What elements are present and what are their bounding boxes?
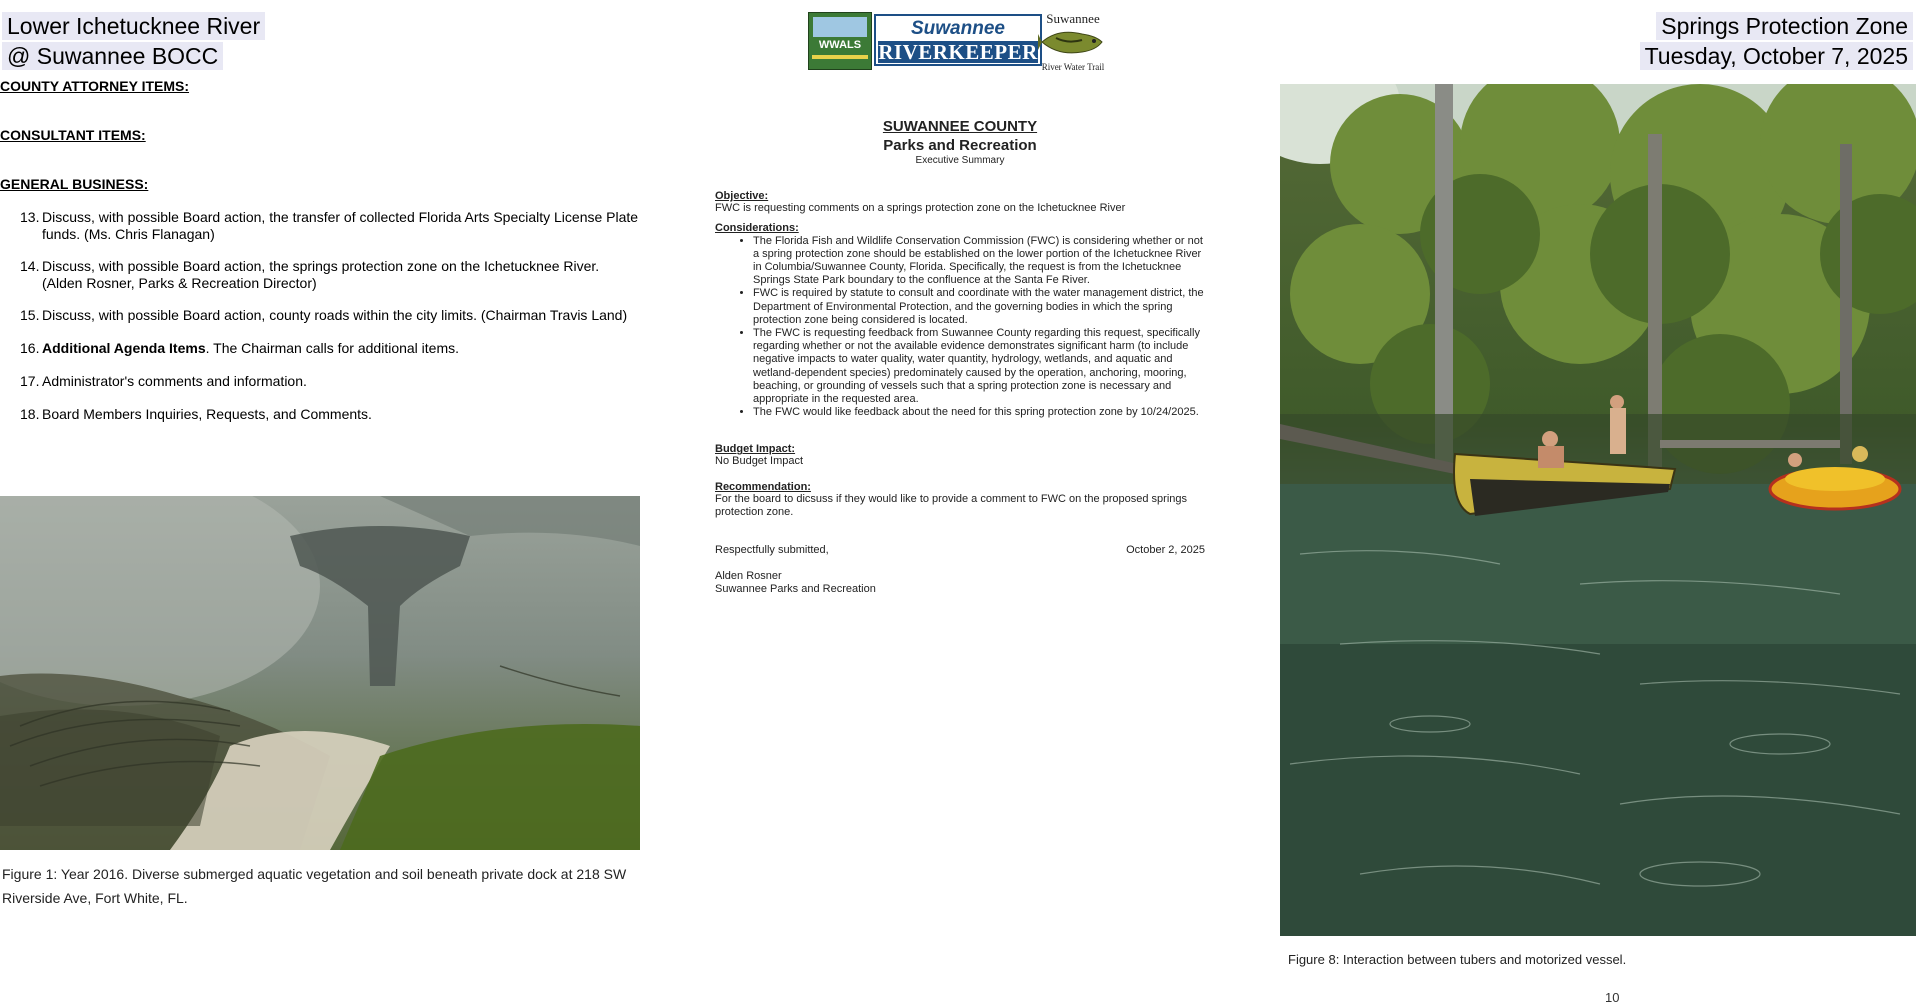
agenda-item-17: 17. Administrator's comments and information.: [20, 373, 307, 389]
figure1-caption-line1: Figure 1: Year 2016. Diverse submerged aquatic vegetation and soil beneath private dock at 218 SW: [2, 866, 627, 882]
considerations-heading: Considerations:: [715, 221, 799, 234]
submitted-text: Respectfully submitted,: [715, 543, 829, 556]
agenda-item-16: 16. Additional Agenda Items. The Chairman calls for additional items.: [20, 340, 460, 356]
considerations-list: [715, 235, 1205, 420]
riverkeeper-logo: [874, 14, 1042, 66]
signature-row: [715, 544, 1205, 558]
executive-summary: [715, 110, 1205, 597]
recommendation-text: For the board to dicsuss if they would like to provide a comment to FWC on the proposed springs protection zone.: [715, 492, 1188, 519]
water-trail-logo-top: Suwannee: [1046, 11, 1100, 26]
figure1-caption-line2: Riverside Ave, Fort White, FL.: [2, 890, 188, 906]
recommendation-heading: Recommendation:: [715, 480, 811, 493]
objective-heading: Objective:: [715, 190, 769, 202]
figure8-caption: Figure 8: Interaction between tubers and motorized vessel.: [1288, 952, 1627, 967]
header-date-right: Tuesday, October 7, 2025: [1640, 42, 1913, 70]
header-subtitle-left: @ Suwannee BOCC: [2, 42, 223, 70]
section-general-business: GENERAL BUSINESS:: [0, 176, 149, 192]
water-trail-logo-bottom: River Water Trail: [1041, 62, 1105, 72]
header-title-left: Lower Ichetucknee River: [2, 12, 265, 40]
wwals-logo: [808, 12, 872, 70]
considerations-item: • The Florida Fish and Wildlife Conservation Commission (FWC) is considering whether or not a spring protection zone should be established on the lower portion of the Ichetucknee River in Columbia/Suwannee County, Florida. Specifically, the request is from the Ichetucknee Springs State Park boundary to the confluence at the Santa Fe River.: [753, 235, 1205, 288]
riverkeeper-logo-top: Suwannee: [911, 18, 1005, 39]
water-trail-logo: [1036, 12, 1110, 72]
summary-title-dept: Parks and Recreation: [883, 137, 1037, 154]
considerations-item: • The FWC is requesting feedback from Suwannee County regarding this request, specifically regarding whether or not the available evidence demonstrates significant harm (to include negative impacts to water quality, water quantity, hydrology, wetlands, and aquatic and wetland-dependent species) predominately caused by the operation, anchoring, mooring, beaching, or grounding of vessels such that a spring protection zone is necessary and appropriate in the requested area.: [753, 327, 1205, 406]
agenda-item-14: 14. Discuss, with possible Board action, the springs protection zone on the Ichetucknee River. (Alden Rosner, Parks & Recreation Director): [20, 258, 600, 291]
budget-text: No Budget Impact: [715, 455, 804, 468]
wwals-logo-text: WWALS: [818, 39, 862, 51]
summary-date: October 2, 2025: [1126, 543, 1205, 556]
summary-title-type: Executive Summary: [915, 155, 1005, 166]
objective-text: FWC is requesting comments on a springs protection zone on the Ichetucknee River: [715, 202, 1126, 214]
header-title-right: Springs Protection Zone: [1656, 12, 1913, 40]
page-number: 10: [1605, 990, 1620, 1005]
author-name: Alden Rosner: [715, 569, 782, 582]
agenda-item-13: 13. Discuss, with possible Board action, the transfer of collected Florida Arts Specialty License Plate funds. (Ms. Chris Flanagan): [20, 209, 639, 242]
author-dept: Suwannee Parks and Recreation: [715, 583, 876, 596]
section-county-attorney: COUNTY ATTORNEY ITEMS:: [0, 78, 190, 94]
section-consultant: CONSULTANT ITEMS:: [0, 127, 146, 143]
considerations-item: • FWC is required by statute to consult and coordinate with the water management district, the Department of Environmental Protection, and the governing bodies in which the spring protection zone being considered is located.: [753, 287, 1205, 327]
considerations-item: • The FWC would like feedback about the need for this spring protection zone by 10/24/2025.: [753, 406, 1205, 419]
bass-fish-icon: [1038, 26, 1108, 58]
logo-strip: [808, 12, 1110, 72]
budget-heading: Budget Impact:: [715, 443, 796, 456]
summary-title-county: SUWANNEE COUNTY: [882, 118, 1038, 135]
agenda-item-15: 15. Discuss, with possible Board action, county roads within the city limits. (Chairman Travis Land): [20, 307, 628, 323]
underwater-dock-photo: [0, 496, 640, 850]
riverkeeper-logo-bottom: RIVERKEEPER: [878, 40, 1038, 64]
agenda-item-18: 18. Board Members Inquiries, Requests, and Comments.: [20, 406, 372, 422]
river-tubers-photo: [1280, 84, 1916, 936]
